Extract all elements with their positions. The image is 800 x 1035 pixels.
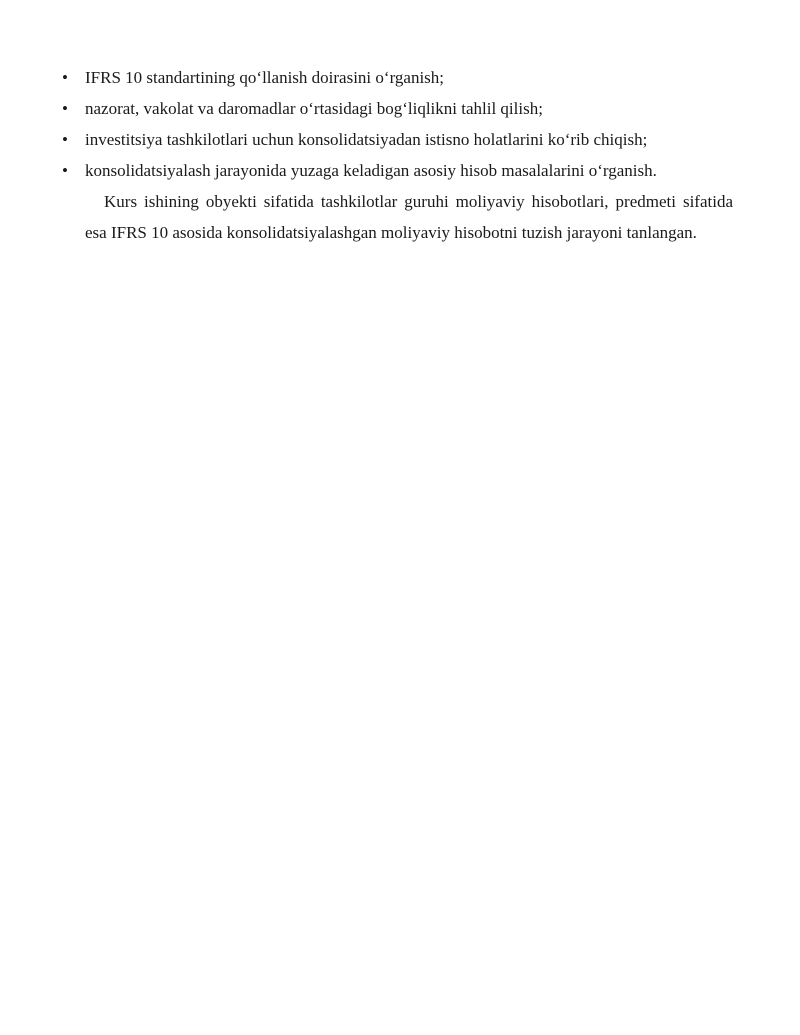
bullet-icon: • [62, 99, 68, 118]
list-item-text: nazorat, vakolat va daromadlar o‘rtasidagi bog‘liqlikni tahlil qilish; [85, 99, 543, 118]
list-item-text: IFRS 10 standartining qo‘llanish doirasini o‘rganish; [85, 68, 445, 87]
bullet-icon: • [62, 130, 68, 149]
bullet-icon: • [62, 161, 68, 180]
list-item [58, 62, 738, 93]
list-item-text: investitsiya tashkilotlari uchun konsolidatsiyadan istisno holatlarini ko‘rib chiqish; [85, 130, 648, 149]
list-item [58, 124, 738, 155]
bullet-icon: • [62, 68, 68, 87]
list-item-text: konsolidatsiyalash jarayonida yuzaga keladigan asosiy hisob masalalarini o‘rganish. [85, 161, 657, 180]
body-paragraph: Kurs ishining obyekti sifatida tashkilotlar guruhi moliyaviy hisobotlari, predmeti sifatida esa IFRS 10 asosida konsolidatsiyalashgan moliyaviy hisobotni tuzish jarayoni tanlangan. [85, 192, 733, 242]
list-item [58, 93, 738, 124]
objectives-list [58, 62, 738, 186]
list-item [58, 155, 738, 186]
